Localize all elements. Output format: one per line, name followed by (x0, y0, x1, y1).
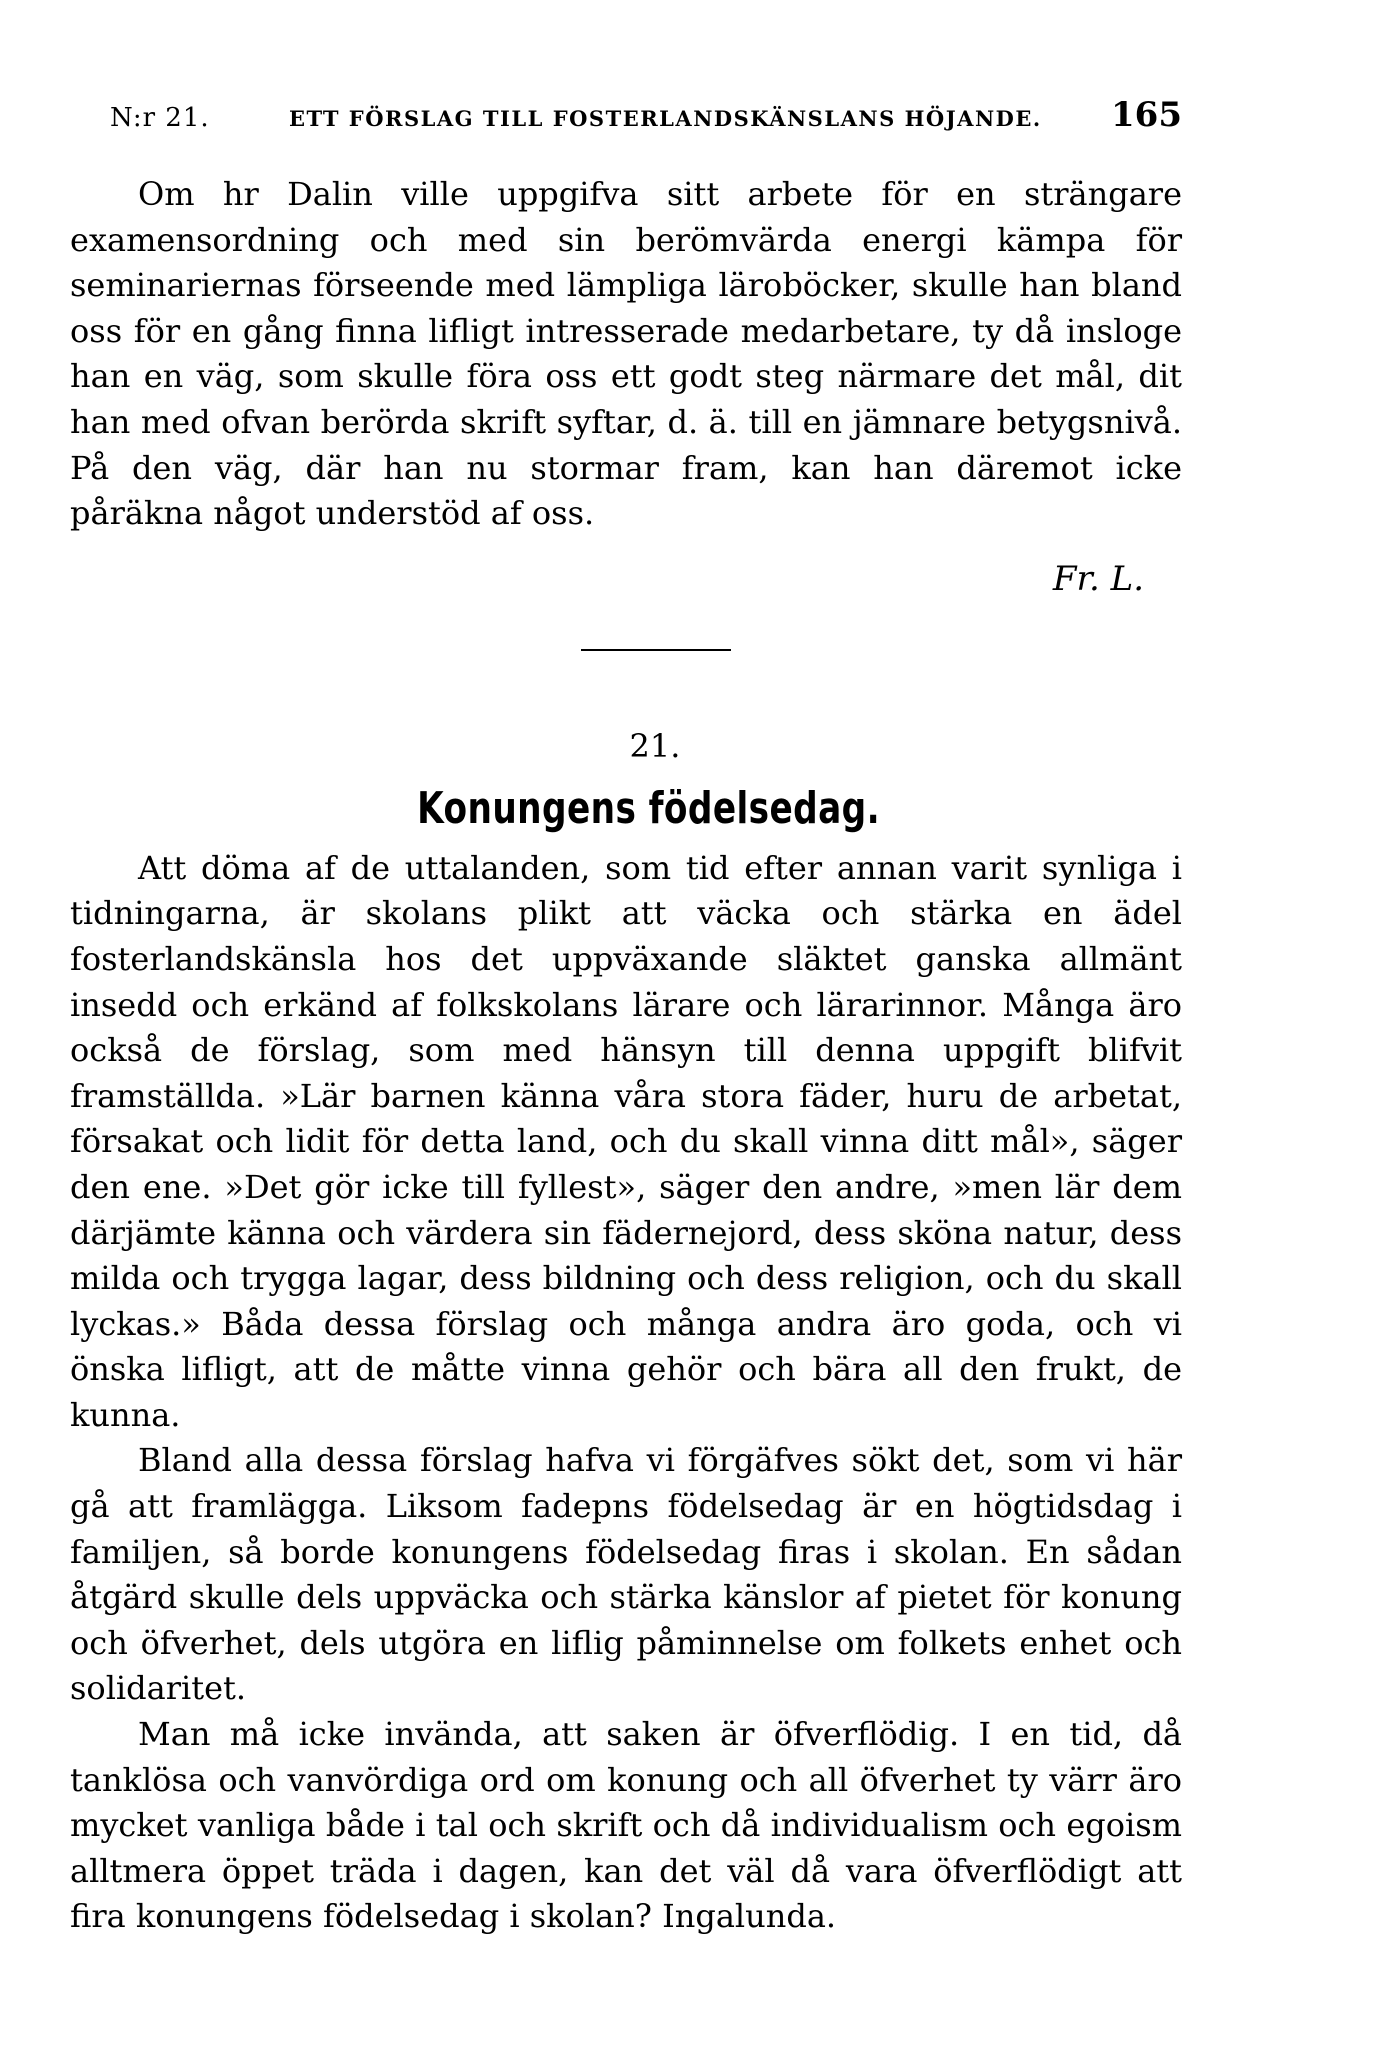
body-paragraph-1: Att döma af de uttalanden, som tid efter annan varit synliga i tidningarna, är skolans plikt att väcka och stärka en ädel fosterlandskänsla hos det uppväxande släktet ganska allmänt insedd och erkänd af folkskolans lärare och lärarinnor. Många äro också de förslag, som med hänsyn till denna uppgift blifvit framställda. »Lär barnen känna våra stora fäder, huru de arbetat, försakat och lidit för detta land, och du skall vinna ditt mål», säger den ene. »Det gör icke till fyllest», säger den andre, »men lär dem därjämte känna och värdera sin fädernejord, dess sköna natur, dess milda och trygga lagar, dess bildning och dess religion, och du skall lyckas.» Båda dessa förslag och många andra äro goda, och vi önska lifligt, att de måtte vinna gehör och bära all den frukt, de kunna. (70, 848, 1182, 1434)
running-title: ETT FÖRSLAG TILL FOSTERLANDSKÄNSLANS HÖJANDE. (288, 106, 1042, 131)
section-divider (581, 649, 731, 651)
section-number: 21. (629, 726, 681, 765)
body-paragraph-3: Man må icke invända, att saken är öfverflödig. I en tid, då tanklösa och vanvördiga ord om konung och all öfverhet ty värr äro mycket vanliga både i tal och skrift och då individualism och egoism alltmera öppet träda i dagen, kan det väl då vara öfverflödigt att fira konungens födelsedag i skolan? Ingalunda. (70, 1715, 1182, 1936)
intro-paragraph: Om hr Dalin ville uppgifva sitt arbete för en strängare examensordning och med sin berömvärda energi kämpa för seminariernas förseende med lämpliga läroböcker, skulle han bland oss för en gång finna lifligt intresserade medarbetare, ty då insloge han en väg, som skulle föra oss ett godt steg närmare det mål, dit han med ofvan berörda skrift syftar, d. ä. till en jämnare betygsnivå. På den väg, där han nu stormar fram, kan han däremot icke påräkna något understöd af oss. (70, 175, 1182, 533)
author-signature: Fr. L. (1052, 558, 1144, 599)
section-title: Konungens födelsedag. (417, 782, 881, 834)
document-page (70, 95, 1182, 1940)
running-header (110, 95, 1182, 145)
issue-number: N:r 21. (110, 103, 210, 133)
page-number: 165 (1111, 95, 1182, 135)
body-paragraph-2: Bland alla dessa förslag hafva vi förgäfves sökt det, som vi här gå att framlägga. Liksom fadерns födelsedag är en högtidsdag i familjen, så borde konungens födelsedag firas i skolan. En sådan åtgärd skulle dels uppväcka och stärka känslor af pietet för konung och öfverhet, dels utgöra en liflig påminnelse om folkets enhet och solidaritet. (70, 1441, 1182, 1708)
